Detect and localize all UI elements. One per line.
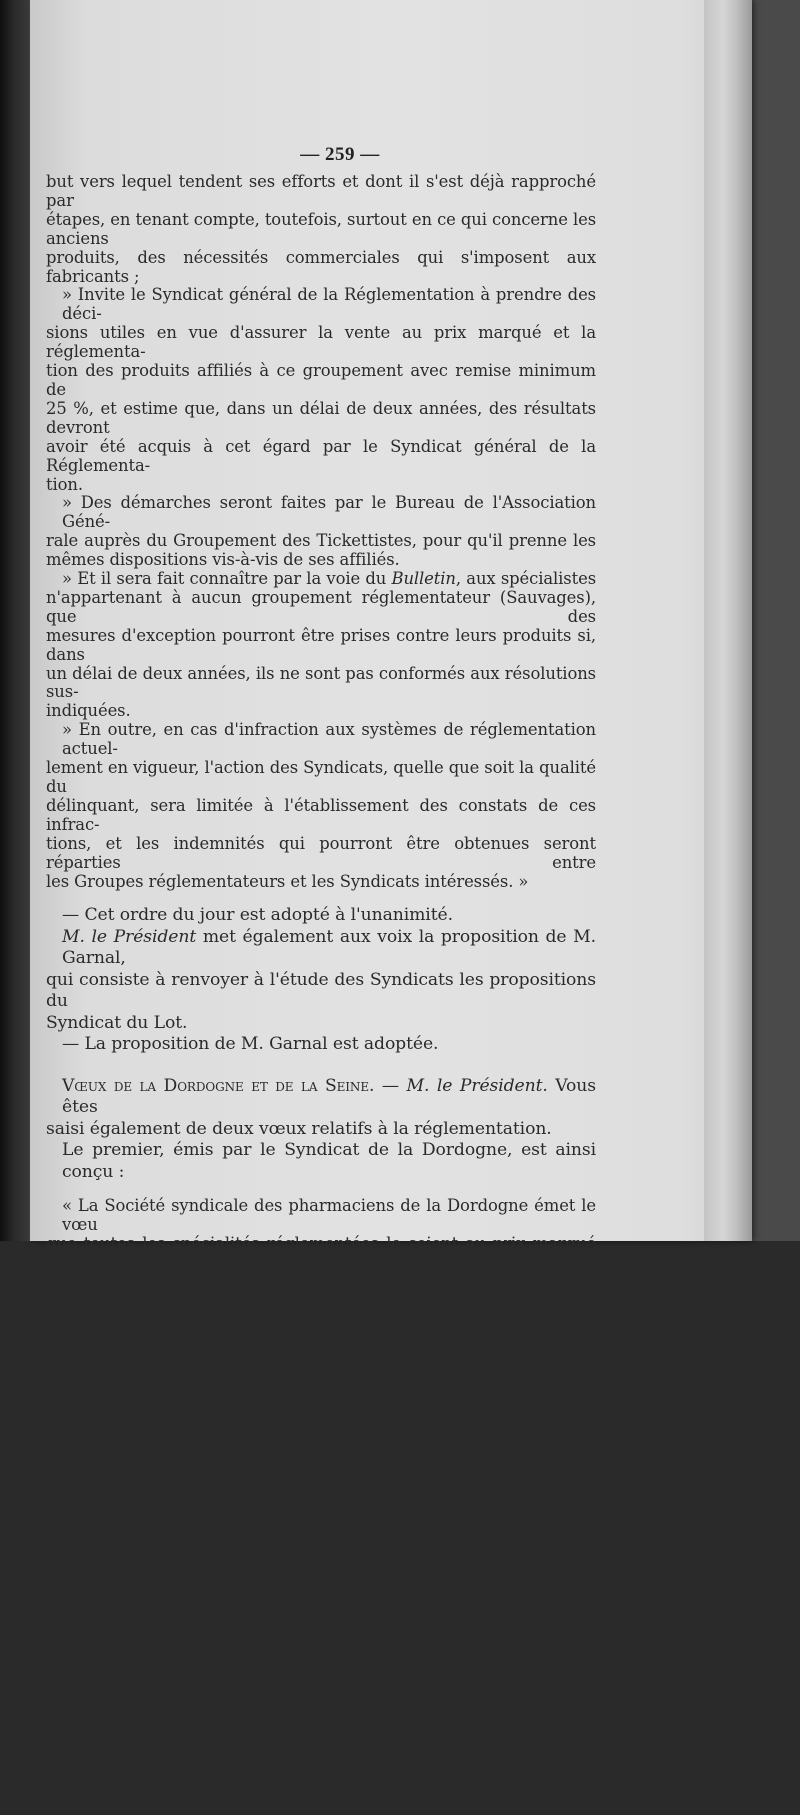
spacer [46,891,596,905]
text-line: une remise minima de 25 % ; elle charge l'Association générale de trans- [46,1272,596,1310]
text-line: » Des démarches seront faites par le Bureau de l'Association Géné- [62,493,596,532]
section-heading: Vœux de la Dordogne et de la Seine. [62,1075,375,1096]
text-line: « Le Conseil d'administration de la Chambre syndicale des pharma- [62,1535,596,1578]
text-line: des sanctions. » [46,1793,184,1814]
text-line: ciens de la Seine, approuvant les différents vœux relatifs à l'entrée des [46,1578,596,1621]
paragraph-3 [46,494,596,570]
text-line: rant les précisions obtenues par l'Association Générale en faveur des [46,1664,596,1707]
text-run: — [374,1075,407,1096]
text-line: » En outre, en cas d'infraction aux systèmes de réglementation actuel- [62,720,596,759]
speaker-name: M. le Président. [406,1075,548,1096]
text-line: indiquées. [46,701,131,721]
paragraph-1 [46,173,596,286]
text-line: mettre ce vœu au Syndicat général de la Réglementation, et aussi de [46,1309,596,1348]
text-line: délinquant, sera limitée à l'établissement des constats de ces infrac- [46,795,596,834]
quote-dordogne [46,1197,596,1443]
text-line: Le premier, émis par le Syndicat de la Dordogne, est ainsi conçu : [62,1140,596,1182]
spacer [46,1528,596,1536]
spacer [46,1443,596,1463]
text-line: que toutes les spécialités réglementées le soient au prix marqué et avec [46,1234,596,1273]
text-line: 25 %, et estime que, dans un délai de deux années, des résultats devront [46,398,596,437]
paragraph-2-cont [46,324,596,494]
text-line: les Groupes réglementateurs et les Syndicats intéressés. » [46,871,529,891]
text-line: partie d'un des trois groupes du Syndicat général de la réglementation [46,1385,596,1424]
bulletin-title: Bulletin [391,569,456,589]
text-line: bre syndicale de la Seine. En voici le texte : [46,1506,423,1527]
binding-shadow [0,0,14,1241]
text-line: tion des produits affiliés à ce groupement avec remise minimum de [46,361,596,399]
page-number: — 259 — [300,144,380,165]
text-line: produits, des nécessités commerciales qui s'imposent aux fabricants ; [46,247,596,286]
text-line [46,927,596,970]
text-line: mêmes dispositions vis-à-vis de ses affiliés. [46,550,400,570]
text-line: faire tous ses efforts pour que toutes les spécialités réglementées fassent [46,1347,596,1386]
text-line [46,1076,596,1119]
text-run: » Et il sera fait connaître par la voie du [62,569,392,589]
text-line: « La Société syndicale des pharmaciens de la Dordogne émet le vœu [62,1196,596,1235]
text-run: , aux spécialistes [455,569,597,589]
page-edge [704,0,752,1241]
spacer [46,1056,596,1076]
text-line: rale auprès du Groupement des Tickettistes, pour qu'il prenne les [46,531,596,551]
text-line: lement en vigueur, l'action des Syndicats, quelle que soit la qualité du [46,758,596,796]
text-line: seuls points de vue à considérer sont le taux de la remise et l'efficacité [46,1750,596,1793]
text-line: produits réglementés, est d'avis qu'en matière de réglementation, les [46,1707,596,1750]
text-line: saisi également de deux vœux relatifs à la réglementation. [46,1118,552,1139]
paragraph-8 [46,1034,596,1056]
text-run: met également aux voix la proposition de M. Garnal, [62,926,597,969]
paragraph-4 [46,570,596,721]
text-line: mesures d'exception pourront être prises contre leurs produits si, dans [46,625,596,664]
quote-seine [46,1536,596,1815]
text-line [46,570,596,589]
text-line: » Invite le Syndicat général de la Réglementation à prendre des déci- [62,285,596,324]
text-line: Le second a été adopté par le Conseil d'administration de la Cham- [62,1463,596,1505]
paragraph-5 [46,721,596,891]
text-line: sions utiles en vue d'assurer la vente au prix marqué et la réglementa- [46,323,596,362]
text-line: — Cet ordre du jour est adopté à l'unanimité. [62,905,453,926]
body-text [46,173,596,1815]
text-line: but vers lequel tendent ses efforts et dont il s'est déjà rapproché par [46,172,596,210]
paragraph-10 [46,1140,596,1183]
text-line: avoir été acquis à cet égard par le Syndicat général de la Réglementa- [46,436,596,475]
text-line: étapes, en tenant compte, toutefois, surtout en ce qui concerne les anciens [46,209,596,248]
text-line: — La proposition de M. Garnal est adoptée. [62,1034,439,1055]
spacer [46,1183,596,1197]
text-line: n'appartenant à aucun groupement réglementateur (Sauvages), que des [46,587,596,626]
text-line: un délai de deux années, ils ne sont pas conformés aux résolutions sus- [46,663,596,702]
text-line: qui consiste à renvoyer à l'étude des Syndicats les propositions du [46,969,596,1012]
text-line: tions, et les indemnités qui pourront être obtenues seront réparties entre [46,833,596,872]
paragraph-7 [46,927,596,1035]
text-line: spécialités isolément, dans les groupes à sanctions collectives, considé- [46,1621,596,1664]
text-run: Vous êtes [62,1075,596,1118]
paragraph-9 [46,1076,596,1141]
paragraph-12 [46,1463,596,1528]
text-line: ou de la Nationale-Réglementation. » [46,1423,353,1443]
paragraph-2 [46,286,596,324]
text-line: Syndicat du Lot. [46,1012,188,1033]
speaker-name: M. le Président [62,926,197,947]
text-line: tion. [46,474,83,494]
paragraph-6 [46,905,596,927]
